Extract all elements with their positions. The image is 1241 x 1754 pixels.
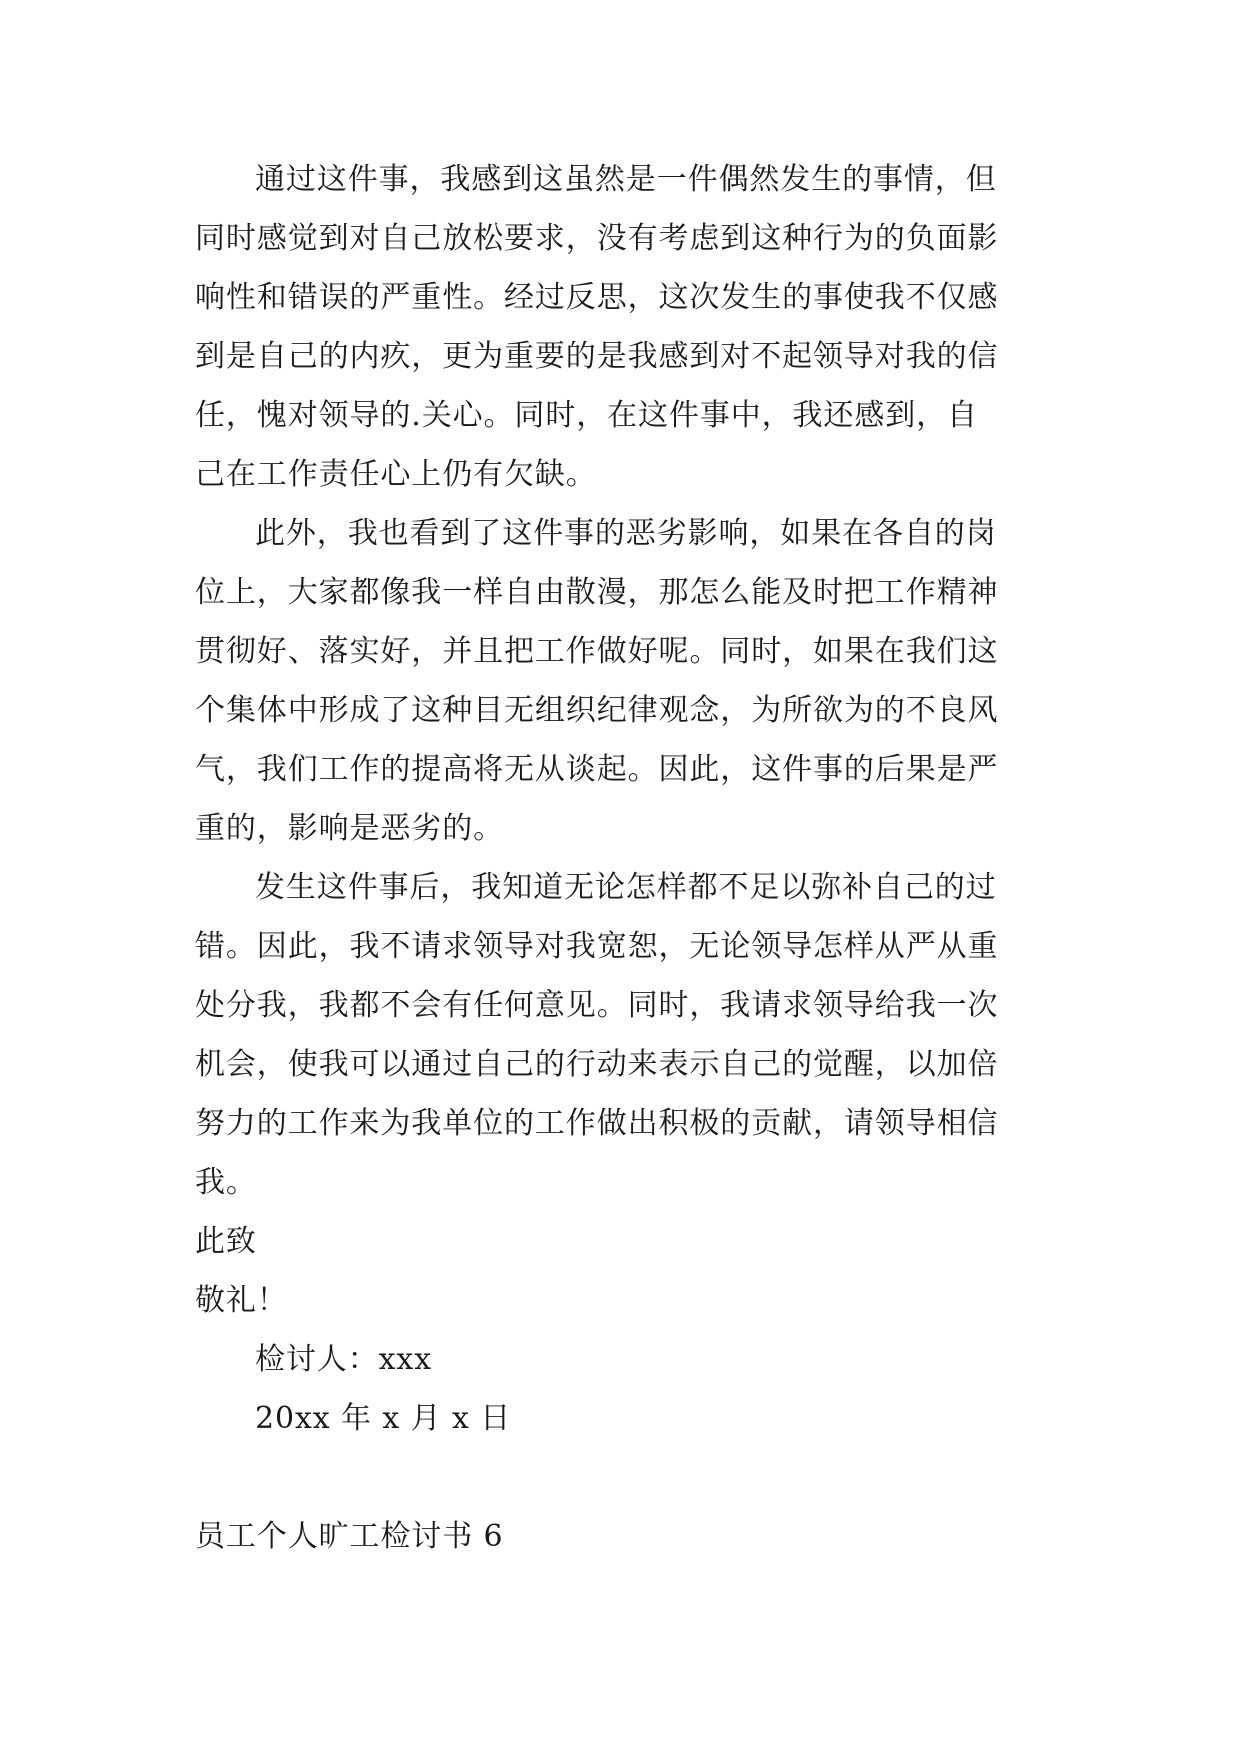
- signature-author: 检讨人：xxx: [255, 1342, 433, 1377]
- paragraph-line: 响性和错误的严重性。经过反思，这次发生的事使我不仅感: [195, 280, 999, 315]
- paragraph-line: 处分我，我都不会有任何意见。同时，我请求领导给我一次: [195, 988, 999, 1023]
- paragraph-line: 努力的工作来为我单位的工作做出积极的贡献，请领导相信: [195, 1106, 999, 1141]
- paragraph-line: 己在工作责任心上仍有欠缺。: [195, 457, 597, 492]
- paragraph-line: 气，我们工作的提高将无从谈起。因此，这件事的后果是严: [195, 752, 999, 787]
- closing-regards: 敬礼！: [195, 1283, 288, 1318]
- paragraph-line: 通过这件事，我感到这虽然是一件偶然发生的事情，但: [255, 162, 997, 197]
- paragraph-line: 位上，大家都像我一样自由散漫，那怎么能及时把工作精神: [195, 575, 999, 610]
- spacer: [195, 1448, 1057, 1507]
- next-section-title: 员工个人旷工检讨书 6: [195, 1519, 504, 1554]
- paragraph-3: [195, 858, 1057, 1212]
- paragraph-line: 重的，影响是恶劣的。: [195, 811, 504, 846]
- paragraph-line: 机会，使我可以通过自己的行动来表示自己的觉醒，以加倍: [195, 1047, 999, 1082]
- closing-salutation: 此致: [195, 1224, 257, 1259]
- paragraph-line: 发生这件事后，我知道无论怎样都不足以弥补自己的过: [255, 870, 997, 905]
- paragraph-line: 此外，我也看到了这件事的恶劣影响，如果在各自的岗: [255, 516, 997, 551]
- paragraph-line: 贯彻好、落实好，并且把工作做好呢。同时，如果在我们这: [195, 634, 999, 669]
- paragraph-1: [195, 150, 1057, 504]
- paragraph-line: 任，愧对领导的.关心。同时，在这件事中，我还感到，自: [195, 398, 978, 433]
- signature-date: 20xx 年 x 月 x 日: [255, 1401, 512, 1436]
- paragraph-line: 到是自己的内疚，更为重要的是我感到对不起领导对我的信: [195, 339, 999, 374]
- paragraph-line: 我。: [195, 1165, 257, 1200]
- paragraph-line: 同时感觉到对自己放松要求，没有考虑到这种行为的负面影: [195, 221, 999, 256]
- paragraph-2: [195, 504, 1057, 858]
- paragraph-line: 个集体中形成了这种目无组织纪律观念，为所欲为的不良风: [195, 693, 999, 728]
- document-page: [195, 150, 1057, 1566]
- paragraph-line: 错。因此，我不请求领导对我宽恕，无论领导怎样从严从重: [195, 929, 999, 964]
